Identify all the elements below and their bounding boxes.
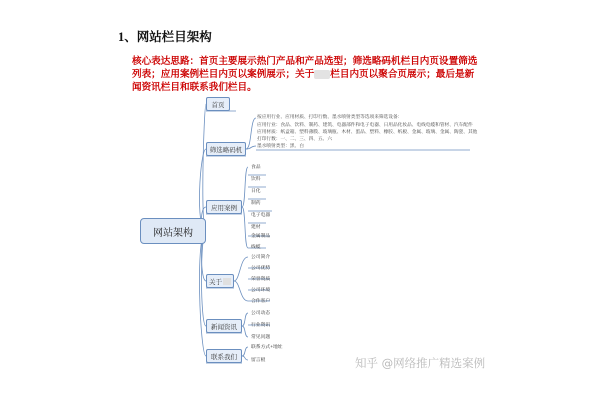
branch-about-label: 关于: [209, 278, 222, 286]
case-leaf: 饮料: [251, 177, 261, 182]
news-leaf: 公司动态: [251, 311, 271, 316]
news-leaf: 常见问题: [251, 335, 271, 340]
redacted-text: [223, 278, 231, 285]
filter-desc-lines: 打印行数：一、二、三、四、五、六: [257, 136, 333, 141]
filter-desc-material: 应用材质：纸盒箱、塑料薄膜、玻璃瓶、木材、蛋品、塑料、橡胶、纸板、金属、玻璃、金属、陶瓷、其他: [257, 129, 478, 134]
case-leaf: 电子电器: [251, 213, 271, 218]
about-leaf: 荣誉资质: [251, 277, 271, 282]
branch-about: [206, 274, 234, 288]
contact-leaf: 联系方式+地址: [251, 345, 283, 350]
case-leaf: 日化: [251, 189, 261, 194]
section-heading: 1、网站栏目架构: [118, 30, 212, 44]
news-leaf: 行业资讯: [251, 323, 271, 328]
about-leaf: 公司环境: [251, 288, 271, 293]
branch-home: 首页: [206, 97, 230, 111]
case-leaf: 食品: [251, 165, 261, 170]
root-node: 网站架构: [140, 218, 206, 244]
branch-contact: 联系我们: [206, 349, 242, 363]
filter-desc-ink: 墨水喷射类型：黑、白: [257, 143, 304, 148]
about-leaf: 公司优势: [251, 266, 271, 271]
summary-part-2: 栏目内页以聚合页展示；最后是新闻资讯栏目和联系我们栏目。: [132, 69, 475, 93]
zhihu-watermark: 知乎 @网络推广精选案例: [355, 356, 486, 370]
contact-leaf: 留言板: [251, 358, 266, 363]
case-leaf: 制药: [251, 201, 261, 206]
about-leaf: 合作客户: [251, 299, 271, 304]
about-leaf: 公司简介: [251, 255, 271, 260]
filter-desc-intro: 按应用行业、应用材质、打印行数、墨水喷射类型等选项来筛选设备：: [257, 114, 403, 119]
filter-desc-industry: 应用行业：食品、饮料、制药、建筑、电器部件和电子电器、日用品化妆品、电线电缆和管材、汽车配件: [257, 122, 473, 127]
summary-part-1: 核心表达思路：首页主要展示热门产品和产品选型；筛选略码机栏目内页设置筛选列表；应用案例栏目内页以案例展示；关于: [132, 56, 478, 80]
case-leaf: 建材: [251, 225, 261, 230]
case-leaf: 线缆: [251, 245, 261, 250]
branch-cases: 应用案例: [206, 200, 242, 214]
branch-news: 新闻资讯: [206, 319, 242, 333]
case-leaf: 金属制品: [251, 234, 271, 239]
branch-filter: 筛选略码机: [206, 142, 246, 156]
